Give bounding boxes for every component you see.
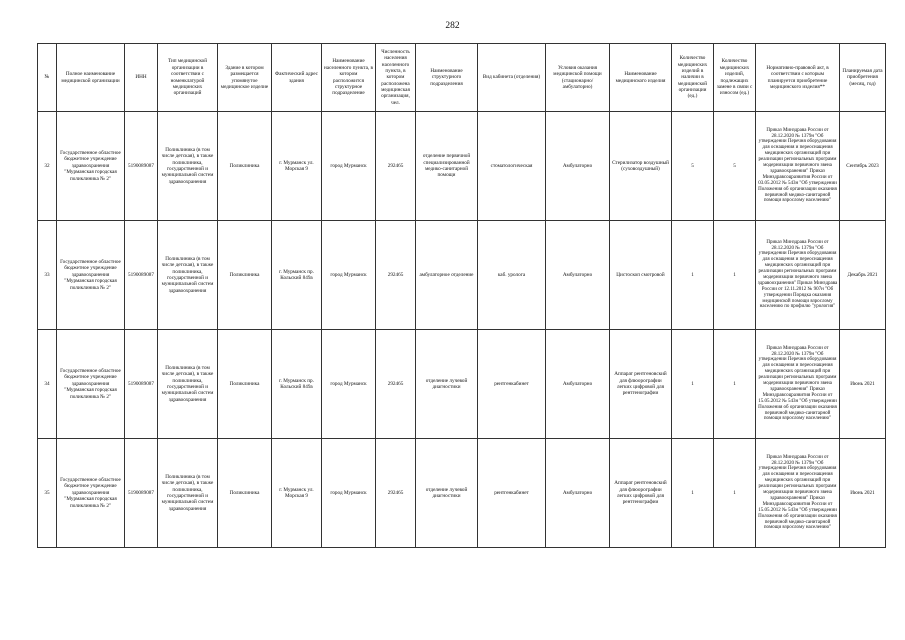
- cell-type: Поликлиника (в том числе детская), в также поликлиника, государственной и муниципальной систем здравоохранения: [158, 439, 218, 548]
- cell-device: Стерилизатор воздушный (суховоздушный): [610, 112, 672, 221]
- cell-qty-have: 1: [672, 439, 714, 548]
- cell-inn: 5190089087: [125, 221, 158, 330]
- cell-qty-replace: 1: [714, 221, 756, 330]
- cell-qty-have: 5: [672, 112, 714, 221]
- cell-cabinet: рентгенкабинет: [478, 439, 546, 548]
- header-settlement: Наименование населенного пункта, в котором расположится структурное подразделение: [322, 44, 376, 112]
- cell-legal: Приказ Минздрава России от 28.12.2020 № 1379н "Об утверждении Перечня оборудования для оснащения и переоснащения медицинских организаций при реализации региональных программ модернизации первичного звена здравоохранения" Приказ Минздравсоцразвития России от 15.05.2012 № 543н "Об утверждении Положения об организации оказания первичной медико-санитарной помощи взрослому населению": [756, 439, 840, 548]
- page-number: 282: [445, 21, 460, 31]
- cell-address: г. Мурманск пр. Кольский 849а: [272, 330, 322, 439]
- cell-date: Июнь 2021: [840, 439, 886, 548]
- cell-population: 292465: [376, 112, 416, 221]
- cell-num: 34: [38, 330, 57, 439]
- cell-device: Цистоскоп смотровой: [610, 221, 672, 330]
- table-row: [38, 439, 886, 548]
- cell-qty-replace: 5: [714, 112, 756, 221]
- cell-org: Государственное областное бюджетное учреждение здравоохранения "Мурманская городская поликлиника № 2": [57, 221, 125, 330]
- cell-building: Поликлиника: [218, 221, 272, 330]
- cell-date: Декабрь 2021: [840, 221, 886, 330]
- header-qty-replace: Количество медицинских изделий, подлежащих замене в связи с износом (ед.): [714, 44, 756, 112]
- cell-population: 292465: [376, 439, 416, 548]
- cell-device: Аппарат рентгеновский для флюорографии легких цифровой для рентгенографии: [610, 330, 672, 439]
- cell-conditions: Амбулаторно: [546, 330, 610, 439]
- cell-building: Поликлиника: [218, 439, 272, 548]
- cell-division: отделение лучевой диагностики: [416, 439, 478, 548]
- cell-qty-have: 1: [672, 330, 714, 439]
- cell-cabinet: стоматологическая: [478, 112, 546, 221]
- cell-conditions: Амбулаторно: [546, 221, 610, 330]
- header-device: Наименование медицинского изделия: [610, 44, 672, 112]
- cell-legal: Приказ Минздрава России от 28.12.2020 № 1379н "Об утверждении Перечня оборудования для оснащения и переоснащения медицинских организаций при реализации региональных программ модернизации первичного звена здравоохранения" Приказ Минздрава России от 12.11.2012 № 907н "Об утверждении Порядка оказания медицинской помощи взрослому населению по профилю "урология": [756, 221, 840, 330]
- cell-conditions: Амбулаторно: [546, 439, 610, 548]
- cell-legal: Приказ Минздрава России от 28.12.2020 № 1379н "Об утверждении Перечня оборудования для оснащения и переоснащения медицинских организаций при реализации региональных программ модернизации первичного звена здравоохранения" Приказ Минздравсоцразвития России от 03.05.2012 № 543н "Об утверждении Положения об организации оказания первичной медико-санитарной помощи взрослому населению": [756, 112, 840, 221]
- cell-qty-have: 1: [672, 221, 714, 330]
- cell-building: Поликлиника: [218, 112, 272, 221]
- cell-date: Июнь 2021: [840, 330, 886, 439]
- cell-date: Сентябрь 2023: [840, 112, 886, 221]
- cell-settlement: город Мурманск: [322, 439, 376, 548]
- cell-population: 292465: [376, 221, 416, 330]
- cell-num: 35: [38, 439, 57, 548]
- table-row: [38, 112, 886, 221]
- cell-type: Поликлиника (в том числе детская), в также поликлиника, государственной и муниципальной систем здравоохранения: [158, 221, 218, 330]
- cell-org: Государственное областное бюджетное учреждение здравоохранения "Мурманская городская поликлиника № 2": [57, 330, 125, 439]
- cell-inn: 5190089087: [125, 112, 158, 221]
- header-date: Планируемая дата приобретения (месяц, год): [840, 44, 886, 112]
- cell-num: 33: [38, 221, 57, 330]
- cell-type: Поликлиника (в том числе детская), в также поликлиника, государственной и муниципальной систем здравоохранения: [158, 330, 218, 439]
- cell-division: отделение лучевой диагностики: [416, 330, 478, 439]
- header-building: Здание в котором размещается упомянутое медицинское изделие: [218, 44, 272, 112]
- header-conditions: Условия оказания медицинской помощи (стационарно/амбулаторно): [546, 44, 610, 112]
- cell-num: 32: [38, 112, 57, 221]
- cell-address: г. Мурманск пр. Кольский 849а: [272, 221, 322, 330]
- table-header-row: [38, 44, 886, 112]
- cell-building: Поликлиника: [218, 330, 272, 439]
- cell-settlement: город Мурманск: [322, 112, 376, 221]
- cell-population: 292465: [376, 330, 416, 439]
- cell-legal: Приказ Минздрава России от 28.12.2020 № 1379н "Об утверждении Перечня оборудования для оснащения и переоснащения медицинских организаций при реализации региональных программ модернизации первичного звена здравоохранения" Приказ Минздравсоцразвития России от 15.05.2012 № 543н "Об утверждении Положения об организации оказания первичной медико-санитарной помощи взрослому населению": [756, 330, 840, 439]
- header-cabinet: Вид кабинета (отделения): [478, 44, 546, 112]
- header-legal: Нормативно-правовой акт, в соответствии с которым планируется приобретение медицинского изделия**: [756, 44, 840, 112]
- header-inn: ИНН: [125, 44, 158, 112]
- cell-device: Аппарат рентгеновский для флюорографии легких цифровой для рентгенографии: [610, 439, 672, 548]
- cell-cabinet: рентгенкабинет: [478, 330, 546, 439]
- cell-division: амбулаторное отделение: [416, 221, 478, 330]
- cell-conditions: Амбулаторно: [546, 112, 610, 221]
- cell-cabinet: каб. уролога: [478, 221, 546, 330]
- cell-inn: 5190089087: [125, 330, 158, 439]
- cell-type: Поликлиника (в том числе детская), в также поликлиника, государственной и муниципальной систем здравоохранения: [158, 112, 218, 221]
- cell-settlement: город Мурманск: [322, 330, 376, 439]
- header-division: Наименование структурного подразделения: [416, 44, 478, 112]
- cell-division: отделение первичной специализированной медико-санитарной помощи: [416, 112, 478, 221]
- table-row: [38, 330, 886, 439]
- cell-address: г. Мурманск ул. Морская 9: [272, 112, 322, 221]
- cell-org: Государственное областное бюджетное учреждение здравоохранения "Мурманская городская поликлиника № 2": [57, 439, 125, 548]
- table-row: [38, 221, 886, 330]
- cell-settlement: город Мурманск: [322, 221, 376, 330]
- header-org: Полное наименование медицинской организации: [57, 44, 125, 112]
- cell-inn: 5190089087: [125, 439, 158, 548]
- cell-qty-replace: 1: [714, 330, 756, 439]
- cell-qty-replace: 1: [714, 439, 756, 548]
- header-population: Численность населения населенного пункта, в котором расположена медицинская организация, чел.: [376, 44, 416, 112]
- equipment-register-table: [37, 43, 886, 548]
- header-type: Тип медицинской организации в соответствии с номенклатурой медицинских организаций: [158, 44, 218, 112]
- header-qty-have: Количество медицинских изделий в наличии в медицинской организации (ед.): [672, 44, 714, 112]
- cell-address: г. Мурманск ул. Морская 9: [272, 439, 322, 548]
- cell-org: Государственное областное бюджетное учреждение здравоохранения "Мурманская городская поликлиника № 2": [57, 112, 125, 221]
- header-address: Фактический адрес здания: [272, 44, 322, 112]
- header-num: №: [38, 44, 57, 112]
